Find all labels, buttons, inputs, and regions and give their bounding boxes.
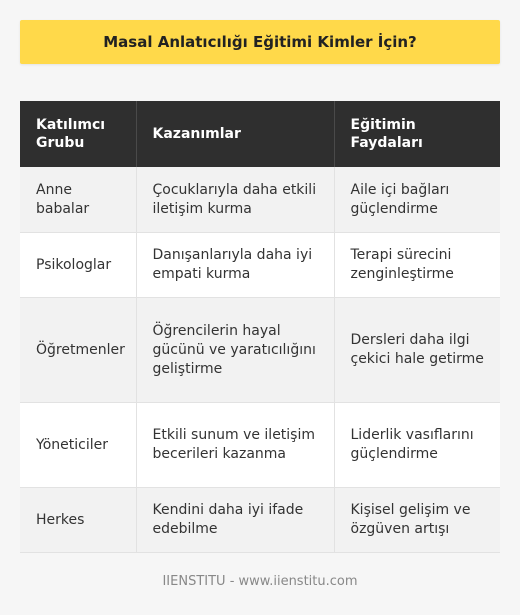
cell-group: Herkes: [20, 488, 136, 553]
cell-gains: Etkili sunum ve iletişim becerileri kazanma: [136, 403, 334, 488]
cell-benefits: Liderlik vasıflarını güçlendirme: [334, 403, 500, 488]
table-row: [20, 233, 500, 298]
table-row: [20, 403, 500, 488]
cell-benefits: Aile içi bağları güçlendirme: [334, 167, 500, 233]
header-benefits: Eğitimin Faydaları: [334, 101, 500, 167]
header-participant-group: Katılımcı Grubu: [20, 101, 136, 167]
table-header-row: [20, 101, 500, 167]
table-row: [20, 298, 500, 403]
info-table: [20, 101, 500, 553]
page-title: Masal Anlatıcılığı Eğitimi Kimler İçin?: [20, 20, 500, 64]
table-row: [20, 167, 500, 233]
cell-group: Yöneticiler: [20, 403, 136, 488]
cell-benefits: Kişisel gelişim ve özgüven artışı: [334, 488, 500, 553]
cell-group: Öğretmenler: [20, 298, 136, 403]
footer-credit: IIENSTITU - www.iienstitu.com: [162, 574, 358, 589]
cell-benefits: Dersleri daha ilgi çekici hale getirme: [334, 298, 500, 403]
cell-gains: Danışanlarıyla daha iyi empati kurma: [136, 233, 334, 298]
cell-gains: Çocuklarıyla daha etkili iletişim kurma: [136, 167, 334, 233]
cell-gains: Öğrencilerin hayal gücünü ve yaratıcılığını geliştirme: [136, 298, 334, 403]
cell-benefits: Terapi sürecini zenginleştirme: [334, 233, 500, 298]
cell-group: Psikologlar: [20, 233, 136, 298]
table-row: [20, 488, 500, 553]
cell-gains: Kendini daha iyi ifade edebilme: [136, 488, 334, 553]
header-gains: Kazanımlar: [136, 101, 334, 167]
cell-group: Anne babalar: [20, 167, 136, 233]
